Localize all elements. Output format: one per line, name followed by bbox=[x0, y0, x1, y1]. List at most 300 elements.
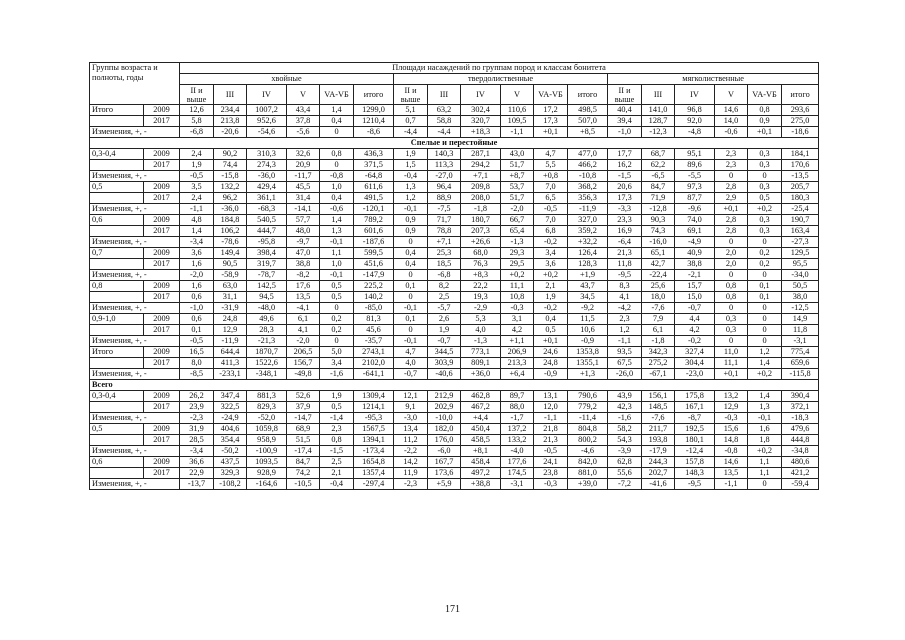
table-cell: -18,6 bbox=[782, 127, 819, 138]
table-row bbox=[90, 160, 819, 171]
table-cell: -0,2 bbox=[534, 237, 568, 248]
table-cell: 69,1 bbox=[675, 226, 715, 237]
table-cell: +0,2 bbox=[748, 204, 782, 215]
table-cell: -8,5 bbox=[180, 369, 214, 380]
table-cell: 0 bbox=[748, 303, 782, 314]
table-cell: -3,0 bbox=[394, 413, 428, 424]
table-cell: -17,4 bbox=[287, 446, 320, 457]
table-cell: -10,0 bbox=[428, 413, 461, 424]
table-cell: +0,1 bbox=[534, 336, 568, 347]
table-cell: 1,2 bbox=[608, 325, 642, 336]
table-cell: 0,8 bbox=[320, 149, 354, 160]
row-year: 2017 bbox=[144, 226, 180, 237]
table-cell: 1,0 bbox=[320, 182, 354, 193]
table-cell: -25,4 bbox=[782, 204, 819, 215]
table-cell: 23,9 bbox=[180, 402, 214, 413]
table-cell: 450,4 bbox=[461, 424, 501, 435]
table-cell: 26,2 bbox=[180, 391, 214, 402]
table-cell: 137,2 bbox=[501, 424, 534, 435]
table-cell: 303,9 bbox=[428, 358, 461, 369]
page-number: 171 bbox=[445, 604, 460, 615]
table-cell: 0 bbox=[748, 270, 782, 281]
table-cell: 0 bbox=[715, 303, 748, 314]
table-cell: 0,5 bbox=[748, 193, 782, 204]
table-cell: 5,3 bbox=[461, 314, 501, 325]
table-cell: 9,1 bbox=[394, 402, 428, 413]
table-cell: 0,4 bbox=[394, 259, 428, 270]
table-cell: 1,5 bbox=[394, 160, 428, 171]
table-cell: +36,0 bbox=[461, 369, 501, 380]
table-cell: 0,1 bbox=[394, 281, 428, 292]
row-label bbox=[90, 116, 144, 127]
table-cell: -0,7 bbox=[675, 303, 715, 314]
table-cell: 2,5 bbox=[428, 292, 461, 303]
table-cell: 8,0 bbox=[180, 358, 214, 369]
table-cell: 4,0 bbox=[461, 325, 501, 336]
table-cell: 491,5 bbox=[354, 193, 394, 204]
table-cell: 804,8 bbox=[568, 424, 608, 435]
table-cell: 0,5 bbox=[320, 292, 354, 303]
row-label: 0,3-0,4 bbox=[90, 149, 144, 160]
table-cell: 68,9 bbox=[287, 424, 320, 435]
table-cell: 1,4 bbox=[180, 226, 214, 237]
table-cell: 84,7 bbox=[287, 457, 320, 468]
row-year: 2017 bbox=[144, 160, 180, 171]
table-cell: 0,8 bbox=[748, 105, 782, 116]
table-cell: 1,2 bbox=[394, 193, 428, 204]
table-cell: 1870,7 bbox=[247, 347, 287, 358]
table-cell: -0,7 bbox=[428, 336, 461, 347]
table-cell: -1,6 bbox=[608, 413, 642, 424]
row-label: Изменения, +, - bbox=[90, 303, 180, 314]
table-row bbox=[90, 468, 819, 479]
table-cell: 206,9 bbox=[501, 347, 534, 358]
table-cell: 0,5 bbox=[320, 402, 354, 413]
subcol-header: V bbox=[715, 85, 748, 105]
table-cell: -11,4 bbox=[568, 413, 608, 424]
row-label bbox=[90, 435, 144, 446]
table-cell: 65,1 bbox=[642, 248, 675, 259]
table-cell: +4,4 bbox=[461, 413, 501, 424]
table-cell: -4,8 bbox=[675, 127, 715, 138]
table-cell: -1,5 bbox=[608, 171, 642, 182]
table-cell: 0,9 bbox=[394, 215, 428, 226]
table-cell: 7,0 bbox=[534, 215, 568, 226]
table-cell: 21,3 bbox=[534, 435, 568, 446]
table-cell: 175,8 bbox=[675, 391, 715, 402]
table-cell: 480,6 bbox=[782, 457, 819, 468]
row-year: 2017 bbox=[144, 292, 180, 303]
table-cell: 58,2 bbox=[608, 424, 642, 435]
table-cell: -0,3 bbox=[715, 413, 748, 424]
row-label: Изменения, +, - bbox=[90, 369, 180, 380]
table-cell: 58,8 bbox=[428, 116, 461, 127]
table-row bbox=[90, 204, 819, 215]
table-cell: 176,0 bbox=[428, 435, 461, 446]
table-cell: 2,3 bbox=[715, 149, 748, 160]
subcol-header: VA-VБ bbox=[748, 85, 782, 105]
table-cell: -48,0 bbox=[247, 303, 287, 314]
table-cell: 174,5 bbox=[501, 468, 534, 479]
table-cell: 0 bbox=[748, 314, 782, 325]
table-cell: -3,4 bbox=[180, 446, 214, 457]
table-cell: 65,4 bbox=[501, 226, 534, 237]
table-cell: 507,0 bbox=[568, 116, 608, 127]
table-cell: 368,2 bbox=[568, 182, 608, 193]
table-cell: 90,3 bbox=[642, 215, 675, 226]
table-cell: +1,3 bbox=[568, 369, 608, 380]
table-cell: -2,0 bbox=[501, 204, 534, 215]
table-cell: 0 bbox=[748, 336, 782, 347]
table-cell: 0,3 bbox=[748, 182, 782, 193]
table-cell: 4,7 bbox=[534, 149, 568, 160]
row-label: 0,9-1,0 bbox=[90, 314, 144, 325]
row-label bbox=[90, 226, 144, 237]
table-cell: 411,3 bbox=[214, 358, 247, 369]
table-cell: 182,0 bbox=[428, 424, 461, 435]
table-cell: 952,6 bbox=[247, 116, 287, 127]
table-cell: -16,0 bbox=[642, 237, 675, 248]
table-cell: 611,6 bbox=[354, 182, 394, 193]
table-cell: -49,8 bbox=[287, 369, 320, 380]
table-row bbox=[90, 149, 819, 160]
table-cell: 38,0 bbox=[782, 292, 819, 303]
table-cell: -7,2 bbox=[608, 479, 642, 490]
table-cell: 129,5 bbox=[782, 248, 819, 259]
table-cell: 287,1 bbox=[461, 149, 501, 160]
table-cell: 0,3 bbox=[715, 314, 748, 325]
table-cell: 14,6 bbox=[715, 105, 748, 116]
table-cell: 1,3 bbox=[394, 182, 428, 193]
table-cell: 0,5 bbox=[534, 325, 568, 336]
table-cell: 88,0 bbox=[501, 402, 534, 413]
table-cell: -2,0 bbox=[180, 270, 214, 281]
table-cell: 0 bbox=[748, 171, 782, 182]
table-cell: 5,8 bbox=[180, 116, 214, 127]
row-label: 0,6 bbox=[90, 457, 144, 468]
table-cell: -27,3 bbox=[782, 237, 819, 248]
table-cell: 16,5 bbox=[180, 347, 214, 358]
table-cell: -233,1 bbox=[214, 369, 247, 380]
table-cell: 18,5 bbox=[428, 259, 461, 270]
row-label: Изменения, +, - bbox=[90, 479, 180, 490]
table-cell: 190,7 bbox=[782, 215, 819, 226]
table-cell: 156,7 bbox=[287, 358, 320, 369]
table-cell: 19,3 bbox=[461, 292, 501, 303]
table-cell: +0,2 bbox=[748, 369, 782, 380]
table-cell: 15,7 bbox=[675, 281, 715, 292]
table-cell: 24,6 bbox=[534, 347, 568, 358]
table-cell: 37,8 bbox=[287, 116, 320, 127]
table-row bbox=[90, 479, 819, 490]
table-cell: 209,8 bbox=[461, 182, 501, 193]
table-cell: 2,4 bbox=[180, 149, 214, 160]
table-cell: 0,6 bbox=[180, 292, 214, 303]
table-row bbox=[90, 281, 819, 292]
table-cell: 11,0 bbox=[715, 347, 748, 358]
table-cell: 177,6 bbox=[501, 457, 534, 468]
table-cell: 1,4 bbox=[320, 105, 354, 116]
table-cell: +0,2 bbox=[501, 270, 534, 281]
table-cell: 8,3 bbox=[608, 281, 642, 292]
main-title-header: Площади насаждений по группам пород и классам бонитета bbox=[180, 63, 819, 74]
table-cell: 0 bbox=[394, 270, 428, 281]
table-cell: -0,8 bbox=[320, 171, 354, 182]
table-cell: 18,0 bbox=[642, 292, 675, 303]
table-cell: -58,9 bbox=[214, 270, 247, 281]
table-cell: -5,7 bbox=[428, 303, 461, 314]
table-cell: 0 bbox=[394, 237, 428, 248]
subcol-header: III bbox=[428, 85, 461, 105]
table-cell: -1,4 bbox=[320, 413, 354, 424]
row-year: 2009 bbox=[144, 105, 180, 116]
table-cell: 95,1 bbox=[675, 149, 715, 160]
table-cell: 0,1 bbox=[394, 314, 428, 325]
table-cell: +6,4 bbox=[501, 369, 534, 380]
table-cell: 15,6 bbox=[715, 424, 748, 435]
table-cell: 0,3 bbox=[748, 160, 782, 171]
table-cell: 43,4 bbox=[287, 105, 320, 116]
table-cell: 62,2 bbox=[642, 160, 675, 171]
table-cell: 14,2 bbox=[394, 457, 428, 468]
table-cell: 354,4 bbox=[214, 435, 247, 446]
forest-area-table bbox=[89, 62, 819, 490]
table-cell: 2,3 bbox=[320, 424, 354, 435]
table-cell: -3,4 bbox=[180, 237, 214, 248]
table-cell: 14,8 bbox=[715, 435, 748, 446]
table-cell: 0,4 bbox=[320, 116, 354, 127]
table-cell: 13,5 bbox=[715, 468, 748, 479]
table-cell: 809,1 bbox=[461, 358, 501, 369]
table-cell: 1,9 bbox=[394, 149, 428, 160]
table-cell: 1059,8 bbox=[247, 424, 287, 435]
table-cell: 477,0 bbox=[568, 149, 608, 160]
table-cell: 23,3 bbox=[608, 215, 642, 226]
table-cell: 0 bbox=[320, 160, 354, 171]
table-cell: -9,5 bbox=[608, 270, 642, 281]
row-year: 2017 bbox=[144, 358, 180, 369]
table-cell: -41,6 bbox=[642, 479, 675, 490]
row-label: Изменения, +, - bbox=[90, 127, 180, 138]
table-cell: 95,5 bbox=[782, 259, 819, 270]
subcol-header: VA-VБ bbox=[320, 85, 354, 105]
row-label: Изменения, +, - bbox=[90, 270, 180, 281]
table-cell: 148,5 bbox=[642, 402, 675, 413]
table-cell: 437,5 bbox=[214, 457, 247, 468]
table-cell: -6,8 bbox=[428, 270, 461, 281]
table-row bbox=[90, 248, 819, 259]
table-cell: 244,3 bbox=[642, 457, 675, 468]
table-cell: -1,5 bbox=[320, 446, 354, 457]
table-row bbox=[90, 369, 819, 380]
table-cell: 97,3 bbox=[675, 182, 715, 193]
table-cell: 126,4 bbox=[568, 248, 608, 259]
table-cell: 2,3 bbox=[715, 160, 748, 171]
table-cell: -10,5 bbox=[287, 479, 320, 490]
table-cell: 2743,1 bbox=[354, 347, 394, 358]
row-label: 0,7 bbox=[90, 248, 144, 259]
table-cell: -0,1 bbox=[320, 270, 354, 281]
table-cell: 928,9 bbox=[247, 468, 287, 479]
section-title-row bbox=[90, 380, 819, 391]
table-cell: -297,4 bbox=[354, 479, 394, 490]
table-cell: 24,8 bbox=[214, 314, 247, 325]
table-cell: 213,8 bbox=[214, 116, 247, 127]
table-cell: -1,0 bbox=[608, 127, 642, 138]
table-cell: 0,5 bbox=[320, 281, 354, 292]
table-cell: 140,3 bbox=[428, 149, 461, 160]
subcol-header: IV bbox=[675, 85, 715, 105]
table-cell: 42,3 bbox=[608, 402, 642, 413]
row-year: 2017 bbox=[144, 325, 180, 336]
table-cell: 304,4 bbox=[675, 358, 715, 369]
table-cell: 498,5 bbox=[568, 105, 608, 116]
table-cell: -95,3 bbox=[354, 413, 394, 424]
table-cell: 958,9 bbox=[247, 435, 287, 446]
table-cell: 274,3 bbox=[247, 160, 287, 171]
table-row bbox=[90, 391, 819, 402]
table-cell: -4,1 bbox=[287, 303, 320, 314]
table-row bbox=[90, 457, 819, 468]
table-cell: 344,5 bbox=[428, 347, 461, 358]
table-cell: -8,7 bbox=[675, 413, 715, 424]
row-year: 2009 bbox=[144, 281, 180, 292]
row-label bbox=[90, 292, 144, 303]
table-cell: 390,4 bbox=[782, 391, 819, 402]
table-cell: 3,5 bbox=[180, 182, 214, 193]
table-cell: 43,9 bbox=[608, 391, 642, 402]
table-cell: -68,3 bbox=[247, 204, 287, 215]
table-cell: 372,1 bbox=[782, 402, 819, 413]
table-cell: -3,9 bbox=[608, 446, 642, 457]
table-cell: 96,2 bbox=[214, 193, 247, 204]
table-cell: 294,2 bbox=[461, 160, 501, 171]
table-cell: 5,1 bbox=[394, 105, 428, 116]
table-cell: -52,0 bbox=[247, 413, 287, 424]
table-cell: 2,4 bbox=[180, 193, 214, 204]
table-cell: -21,3 bbox=[247, 336, 287, 347]
table-cell: -173,4 bbox=[354, 446, 394, 457]
table-cell: 1,1 bbox=[748, 468, 782, 479]
table-cell: 12,6 bbox=[180, 105, 214, 116]
table-cell: -12,8 bbox=[642, 204, 675, 215]
row-year: 2009 bbox=[144, 149, 180, 160]
table-cell: +0,1 bbox=[534, 127, 568, 138]
table-cell: 88,9 bbox=[428, 193, 461, 204]
table-cell: -13,5 bbox=[782, 171, 819, 182]
table-cell: +7,1 bbox=[461, 171, 501, 182]
table-cell: 398,4 bbox=[247, 248, 287, 259]
table-cell: -14,7 bbox=[287, 413, 320, 424]
table-cell: 421,2 bbox=[782, 468, 819, 479]
table-cell: -0,9 bbox=[534, 369, 568, 380]
table-cell: 38,8 bbox=[675, 259, 715, 270]
row-label: 0,3-0,4 bbox=[90, 391, 144, 402]
row-year: 2017 bbox=[144, 259, 180, 270]
table-cell: -15,8 bbox=[214, 171, 247, 182]
table-row bbox=[90, 105, 819, 116]
table-cell: -0,3 bbox=[534, 479, 568, 490]
table-cell: 17,3 bbox=[534, 116, 568, 127]
table-cell: -5,5 bbox=[675, 171, 715, 182]
table-cell: -2,1 bbox=[675, 270, 715, 281]
table-cell: 78,8 bbox=[428, 226, 461, 237]
table-cell: +1,9 bbox=[568, 270, 608, 281]
table-cell: -0,6 bbox=[715, 127, 748, 138]
table-cell: 0,2 bbox=[748, 259, 782, 270]
table-cell: -0,9 bbox=[568, 336, 608, 347]
table-cell: 11,1 bbox=[501, 281, 534, 292]
row-label: Итого bbox=[90, 105, 144, 116]
table-cell: 51,7 bbox=[501, 193, 534, 204]
table-cell: 63,0 bbox=[214, 281, 247, 292]
table-cell: -9,5 bbox=[675, 479, 715, 490]
subcol-header: IV bbox=[247, 85, 287, 105]
table-cell: -164,6 bbox=[247, 479, 287, 490]
table-cell: 71,9 bbox=[642, 193, 675, 204]
table-cell: 16,9 bbox=[608, 226, 642, 237]
table-cell: 1,4 bbox=[748, 358, 782, 369]
table-cell: -0,5 bbox=[534, 446, 568, 457]
table-cell: 2,1 bbox=[534, 281, 568, 292]
table-cell: 790,6 bbox=[568, 391, 608, 402]
table-row bbox=[90, 314, 819, 325]
table-cell: 167,1 bbox=[675, 402, 715, 413]
table-cell: 0,6 bbox=[180, 314, 214, 325]
table-cell: 320,7 bbox=[461, 116, 501, 127]
table-cell: 1,9 bbox=[428, 325, 461, 336]
table-cell: 10,8 bbox=[501, 292, 534, 303]
table-cell: +5,9 bbox=[428, 479, 461, 490]
table-cell: 3,4 bbox=[534, 248, 568, 259]
table-cell: 601,6 bbox=[354, 226, 394, 237]
table-cell: 329,3 bbox=[214, 468, 247, 479]
table-row bbox=[90, 358, 819, 369]
table-cell: 10,6 bbox=[568, 325, 608, 336]
table-cell: 36,6 bbox=[180, 457, 214, 468]
row-year: 2009 bbox=[144, 424, 180, 435]
table-cell: 106,2 bbox=[214, 226, 247, 237]
header-row-3 bbox=[90, 85, 819, 105]
table-cell: -0,1 bbox=[394, 204, 428, 215]
table-cell: 31,1 bbox=[214, 292, 247, 303]
group-header: твердолиственные bbox=[394, 74, 608, 85]
table-cell: 1,0 bbox=[320, 259, 354, 270]
table-cell: 0,3 bbox=[748, 215, 782, 226]
table-cell: -348,1 bbox=[247, 369, 287, 380]
table-cell: 211,7 bbox=[642, 424, 675, 435]
table-cell: -26,0 bbox=[608, 369, 642, 380]
table-cell: 20,6 bbox=[608, 182, 642, 193]
subcol-header: III bbox=[214, 85, 247, 105]
table-cell: 89,7 bbox=[501, 391, 534, 402]
table-cell: 6,5 bbox=[534, 193, 568, 204]
subcol-header: итого bbox=[782, 85, 819, 105]
table-cell: 13,5 bbox=[287, 292, 320, 303]
table-cell: 96,8 bbox=[675, 105, 715, 116]
table-cell: 1,1 bbox=[748, 457, 782, 468]
table-cell: -13,7 bbox=[180, 479, 214, 490]
table-page bbox=[89, 62, 817, 490]
row-label: Изменения, +, - bbox=[90, 204, 180, 215]
table-cell: 0 bbox=[715, 237, 748, 248]
table-row bbox=[90, 325, 819, 336]
table-row bbox=[90, 226, 819, 237]
table-cell: 21,3 bbox=[608, 248, 642, 259]
table-cell: 0 bbox=[715, 171, 748, 182]
table-cell: 57,7 bbox=[287, 215, 320, 226]
table-cell: 0 bbox=[748, 237, 782, 248]
